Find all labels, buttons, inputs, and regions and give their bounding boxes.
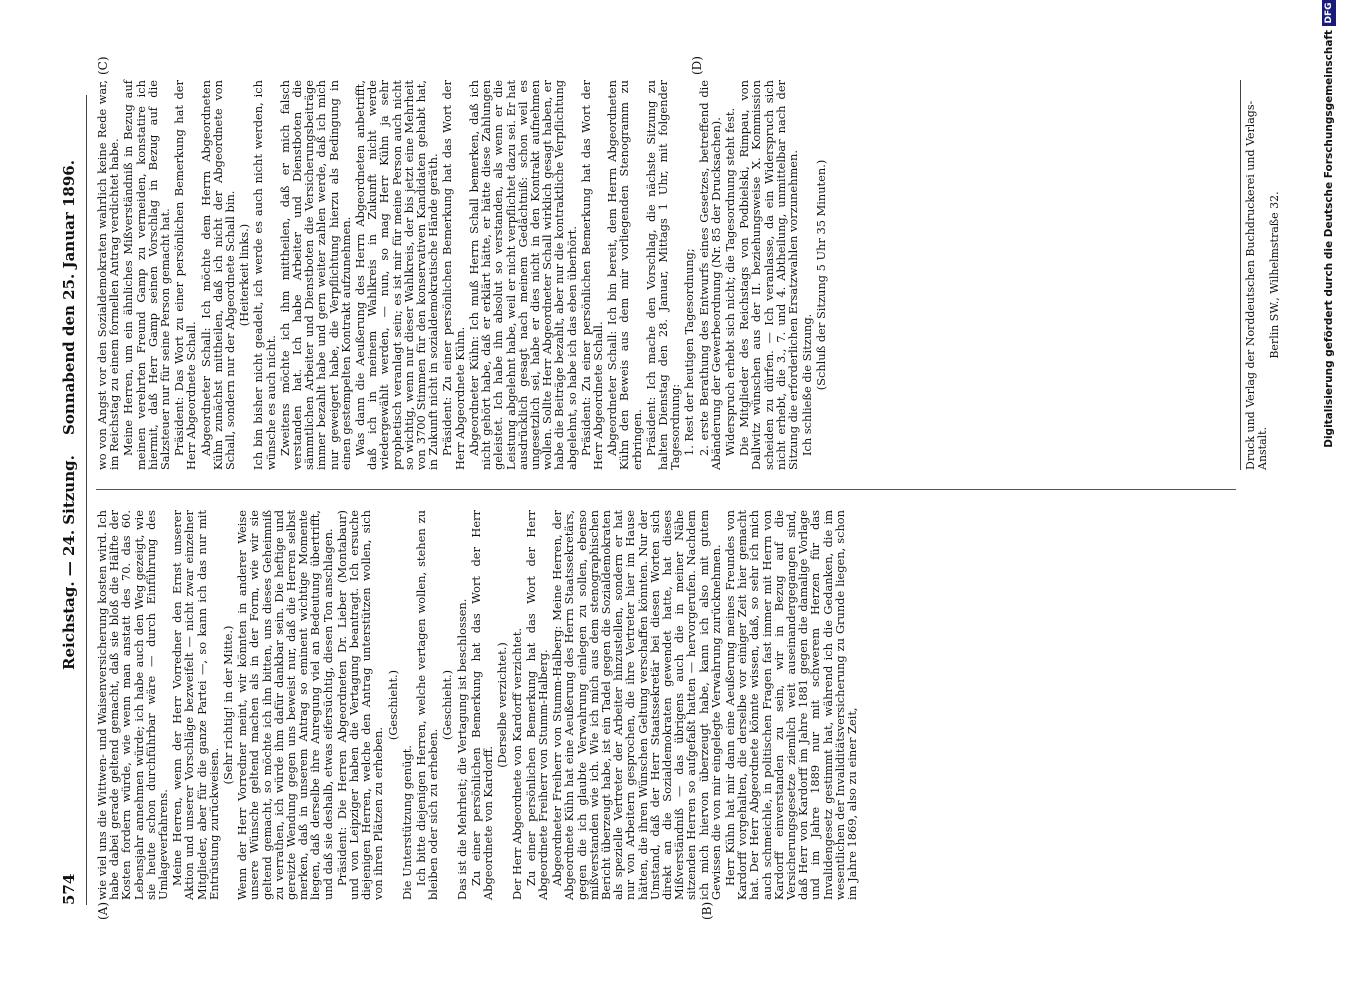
paragraph: Ich bin bisher nicht geadelt, ich werde es auch nicht werden, ich wünsche es auch nicht. bbox=[251, 80, 278, 470]
paragraph: Der Herr Abgeordnete von Kardorff verzichtet. bbox=[509, 627, 524, 900]
paragraph: Ich bitte diejenigen Herren, welche vertagen wollen, stehen zu bleiben oder sich zu erheben. bbox=[414, 510, 441, 900]
paragraph: Präsident: Zu einer persönlichen Bemerkung hat das Wort der Herr Abgeordnete Kühn. bbox=[440, 80, 467, 470]
column-divider bbox=[96, 489, 1236, 490]
paragraph: Präsident: Das Wort zu einer persönlichen Bemerkung hat der Herr Abgeordnete Schall. bbox=[172, 80, 199, 470]
left-column bbox=[96, 510, 860, 900]
paragraph: Abgeordneter Freiherr von Stumm-Halberg: Meine Herren, der Abgeordnete Kühn hat eine Aeußerung des Herrn Staatssekretärs, gegen die ich glaubte Verwahrung einlegen zu sollen, ebenso mißverstanden wie ich. Wie ich mich aus dem stenographischen Bericht überzeugt habe, ist ein Tadel gegen die Sozialdemokraten als spezielle Vertreter der Arbeiter hinzustellen, sondern er hat nur von Arbeitern gesprochen, die ihre Vertreter hier im Hause hätten, die ihren Wünschen Geltung verschaffen könnten. Nur der Umstand, daß der Herr Staatssekretär bei diesen Worten sich direkt an die Sozialdemokraten gewendet hatte, hat dieses Mißverständniß — das übrigens auch die in meiner Nähe sitzenden Herren so aufgefaßt hatten — hervorgerufen. Nachdem ich mich hiervon überzeugt habe, kann ich also mit gutem Gewissen die von mir eingelegte Verwahrung zurücknehmen. bbox=[550, 510, 723, 900]
header-rule bbox=[86, 95, 87, 905]
dfg-logo-icon: DFG bbox=[1322, 0, 1336, 26]
paragraph: Ich schließe die Sitzung. bbox=[800, 313, 815, 456]
printer-imprint bbox=[1240, 80, 1281, 470]
paragraph: Abgeordneter Kühn: Ich muß Herrn Schall bemerken, daß ich nicht gehört habe, daß er erklärt hätte, er hätte diese Zahlungen geleistet. Ich habe ihn absolut so verstanden, als wenn er die Leistung abgelehnt habe, weil er nicht verpflichtet dazu sei. Er hat ausdrücklich gesagt nach meinem Gedächtniß: schon weil es ungesetzlich sei, habe er dies nicht in den Kontrakt aufnehmen wollen. Sollte Herr Abgeordneter Schall wirklich gesagt haben, er habe die Beiträge bezahlt, aber nur die kontraktliche Verpflichtung abgelehnt, so habe ich das eben überhört. bbox=[466, 80, 579, 470]
interjection: (Heiterkeit links.) bbox=[237, 223, 252, 327]
paragraph: Zu einer persönlichen Bemerkung hat das Wort der Herr Abgeordnete Freiherr von Stumm-Halberg. bbox=[523, 510, 550, 900]
agenda-item: 1. Rest der heutigen Tagesordnung; bbox=[682, 248, 697, 456]
paragraph: Zu einer persönlichen Bemerkung hat das Wort der Herr Abgeordnete von Kardorff. bbox=[468, 510, 496, 900]
agenda-item: 2. erste Berathung des Entwurfs eines Gesetzes, betreffend die Abänderung der Gewerbeordnung (Nr. 85 der Drucksachen). bbox=[696, 80, 723, 470]
paragraph: Präsident: Zu einer persönlichen Bemerkung hat das Wort der Herr Abgeordnete Schall. bbox=[578, 80, 605, 470]
paragraph: Präsident: Die Herren Abgeordneten Dr. Lieber (Montabaur) und von Leipziger haben die Vertagung beantragt. Ich ersuche diejenigen Herren, welche den Antrag unterstützen wollen, sich von ihren Plätzen zu erheben. bbox=[334, 510, 386, 900]
paragraph: wo von Angst vor den Sozialdemokraten wahrlich keine Rede war, im Reichstag zu einem formellen Antrag verdichtet habe. bbox=[95, 80, 122, 470]
page-title: Reichstag. — 24. Sitzung. bbox=[60, 455, 78, 670]
paragraph: Abgeordneter Schall: Ich möchte dem Herrn Abgeordneten Kühn zunächst mittheilen, daß ich nicht der Abgeordnete von Schall, sondern nur der Abgeordnete Schall bin. bbox=[198, 80, 238, 470]
paragraph: wie viel uns die Wittwen- und Waisenversicherung kosten wird. Ich habe dabei gerade geltend gemacht, daß sie bloß die Hälfte der Kosten fordern würde, wie wenn man anstatt des 70. das 60. Lebensjahr annehmen würde; ich habe auch den Weg gezeigt, wie sie heute schon durchführbar wäre — durch Einführung des Umlageverfahrens. bbox=[95, 510, 171, 900]
margin-mark-c: (C) bbox=[96, 56, 110, 75]
imprint-line: Berlin SW., Wilhelmstraße 32. bbox=[1268, 191, 1281, 359]
paragraph: Meine Herren, um ein ähnliches Mißverständniß in Bezug auf meinen verehrten Freund Gamp zu vermeiden, konstatire ich hiermit, daß Herr Gamp seinen Vorschlag in Bezug auf die Salzsteuer nur für seine Person gemacht hat. bbox=[121, 80, 173, 470]
page-header bbox=[60, 95, 82, 905]
paragraph: Die Mitglieder des Reichstags von Podbielski, Rimpau, von Dallwitz wünschen aus der II. beziehungsweise X. Kommission scheiden zu dürfen. — Ich veranlasse, da ein Widerspruch sich nicht erhebt, die 3., 7. und 4. Abtheilung, unmittelbar nach der Sitzung die erforderlichen Ersatzwahlen vorzunehmen. bbox=[737, 80, 800, 470]
paragraph: Das ist die Mehrheit; die Vertagung ist beschlossen. bbox=[454, 598, 469, 900]
interjection: (Sehr richtig! in der Mitte.) bbox=[221, 625, 236, 785]
interjection: (Geschieht.) bbox=[385, 669, 400, 741]
paragraph: Die Unterstützung genügt. bbox=[399, 745, 414, 900]
page-number: 574 bbox=[60, 873, 78, 905]
paragraph: Herr Kühn hat mir dann eine Aeußerung meines Freundes von Kardorff vorgehalten, die derselbe vor einiger Zeit hier gemacht hat. Der Herr Abgeordnete könnte wissen, daß, so sehr ich mich auch schmeichle, in politischen Fragen fast immer mit Herrn von Kardorff einverstanden zu sein, wir in Bezug auf die Versicherungsgesetze ziemlich weit auseinandergegangen sind, daß Herr von Kardorff im Jahre 1881 gegen die damalige Vorlage und im Jahre 1889 nur mit schwerem Herzen für das Invalidengesetz gestimmt hat, während ich die Gedanken, die im wesentlichen der Invaliditätsversicherung zu Grunde liegen, schon im Jahre 1869, also zu einer Zeit, bbox=[722, 510, 859, 900]
right-column bbox=[96, 80, 830, 470]
paragraph: Was dann die Aeußerung des Herrn Abgeordneten anbetrifft, daß ich in meinem Wahlkreis in Zukunft nicht werde wiedergewählt werden, — nun, so mag Herr Kühn ja sehr prophetisch veranlagt sein; es ist mir für meine Person auch nicht so wichtig, wenn nur dieser Wahlkreis, der bis jetzt eine Mehrheit von 3700 Stimmen für den konservativen Kandidaten gehabt hat, in Zukunft nicht in sozialdemokratische Hände geräth. bbox=[353, 80, 441, 470]
interjection: (Derselbe verzichtet.) bbox=[495, 642, 510, 768]
session-date: Sonnabend den 25. Januar 1896. bbox=[60, 160, 78, 435]
digitization-note: Digitalisierung gefördert durch die Deutsche Forschungsgemeinschaft bbox=[1323, 30, 1335, 448]
closing-note: (Schluß der Sitzung 5 Uhr 35 Minuten.) bbox=[814, 159, 829, 391]
paragraph: Meine Herren, wenn der Herr Vorredner den Ernst unserer Aktion und unserer Vorschläge bezweifelt — nicht zwar einzelner Mitglieder, aber für die ganze Partei —, so kann ich das nur mit Entrüstung zurückweisen. bbox=[170, 510, 221, 900]
margin-mark-b: (B) bbox=[700, 901, 714, 920]
paragraph: Abgeordneter Schall: Ich bin bereit, dem Herrn Abgeordneten Kühn den Beweis aus dem mir vorliegenden Stenogramm zu erbringen. bbox=[605, 80, 644, 470]
interjection: (Geschieht.) bbox=[440, 669, 455, 741]
paragraph: Präsident: Ich mache den Vorschlag, die nächste Sitzung zu halten Dienstag den 28. Januar, Mittags 1 Uhr, mit folgender Tagesordnung: bbox=[643, 80, 683, 470]
paragraph: Zweitens möchte ich ihm mittheilen, daß er mich falsch verstanden hat. Ich habe Arbeiter und Dienstboten die sämmtlichen Arbeiter und Dienstboten die Versicherungsbeiträge immer bezahlt habe und gern weiter zahlen werde, daß ich mich nur geweigert habe, die Verpflichtung hierzu als Bedingung in einen gestempelten Kontrakt aufzunehmen. bbox=[277, 80, 353, 470]
paragraph: Wenn der Herr Vorredner meint, wir könnten in anderer Weise unsere Wünsche geltend machen als in der Form, wie wir sie geltend gemacht, so möchte ich ihn bitten, uns dieses Geheimniß zu verrathen, ich würde ihm dafür dankbar sein. Die heftige und gereizte Wendung gegen uns beweist nur, daß die Herren selbst merken, daß in unserem Antrag so eminent wichtige Momente liegen, daß derselbe ihre Anregung viel an Bedeutung übertrifft, und daß sie deshalb, etwas eifersüchtig, diesen Ton anschlagen. bbox=[235, 510, 335, 900]
digitization-footer bbox=[1322, 0, 1338, 1000]
margin-mark-a: (A) bbox=[96, 901, 110, 920]
paragraph: Widerspruch erhebt sich nicht; die Tagesordnung steht fest. bbox=[722, 107, 737, 456]
imprint-line: Druck und Verlag der Norddeutschen Buchdruckerei und Verlags-Anstalt. bbox=[1244, 100, 1269, 470]
margin-mark-d: (D) bbox=[690, 56, 704, 75]
